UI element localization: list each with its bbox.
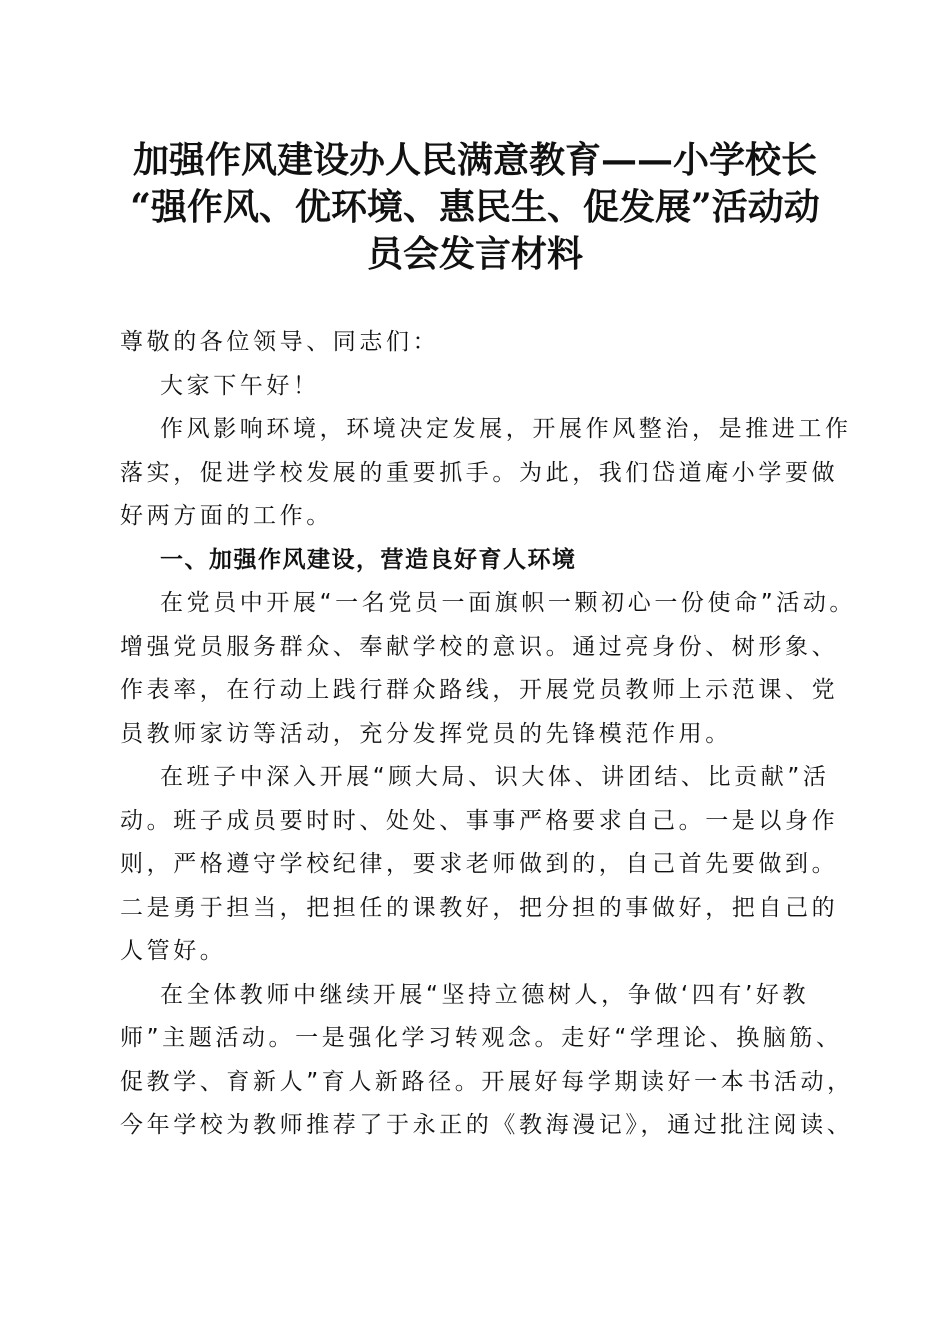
body-text-line: 今年学校为教师推荐了于永正的《教海漫记》，通过批注阅读、 xyxy=(120,1112,854,1138)
section-heading: 一、加强作风建设，营造良好育人环境 xyxy=(160,546,577,573)
body-text-line: 大家下午好！ xyxy=(160,372,320,399)
title-line: “强作风、优环境、惠民生、促发展”活动动 xyxy=(130,186,820,228)
body-text-line: 动。班子成员要时时、处处、事事严格要求自己。一是以身作 xyxy=(120,807,839,834)
body-text-line: 增强党员服务群众、奉献学校的意识。通过亮身份、树形象、 xyxy=(120,633,839,660)
document-body xyxy=(120,321,857,1148)
body-text-line: 落实，促进学校发展的重要抓手。为此，我们岱道庵小学要做 xyxy=(120,459,839,486)
body-text-line: 尊敬的各位领导、同志们： xyxy=(120,329,440,355)
body-text-line: 在全体教师中继续开展“坚持立德树人，争做‘四有’好教 xyxy=(160,981,810,1008)
body-text-line: 师”主题活动。一是强化学习转观念。走好“学理论、换脑筋、 xyxy=(120,1025,843,1051)
body-text-line: 人管好。 xyxy=(120,938,227,964)
body-text-line: 作表率，在行动上践行群众路线，开展党员教师上示范课、党 xyxy=(120,677,839,703)
body-text-line: 促教学、育新人”育人新路径。开展好每学期读好一本书活动， xyxy=(120,1068,854,1095)
body-text-line: 则，严格遵守学校纪律，要求老师做到的，自己首先要做到。 xyxy=(120,851,839,877)
title-line: 加强作风建设办人民满意教育——小学校长 xyxy=(132,139,817,181)
body-text-line: 作风影响环境，环境决定发展，开展作风整治，是推进工作 xyxy=(160,416,852,442)
body-text-line: 在党员中开展“一名党员一面旗帜一颗初心一份使命”活动。 xyxy=(160,590,857,616)
document-title xyxy=(100,137,850,278)
body-text-line: 好两方面的工作。 xyxy=(120,503,333,529)
body-text-line: 员教师家访等活动，充分发挥党员的先锋模范作用。 xyxy=(120,720,732,747)
title-line: 员会发言材料 xyxy=(366,233,583,275)
body-text-line: 在班子中深入开展“顾大局、识大体、讲团结、比贡献”活 xyxy=(160,764,830,790)
body-text-line: 二是勇于担当，把担任的课教好，把分担的事做好，把自己的 xyxy=(120,894,839,921)
